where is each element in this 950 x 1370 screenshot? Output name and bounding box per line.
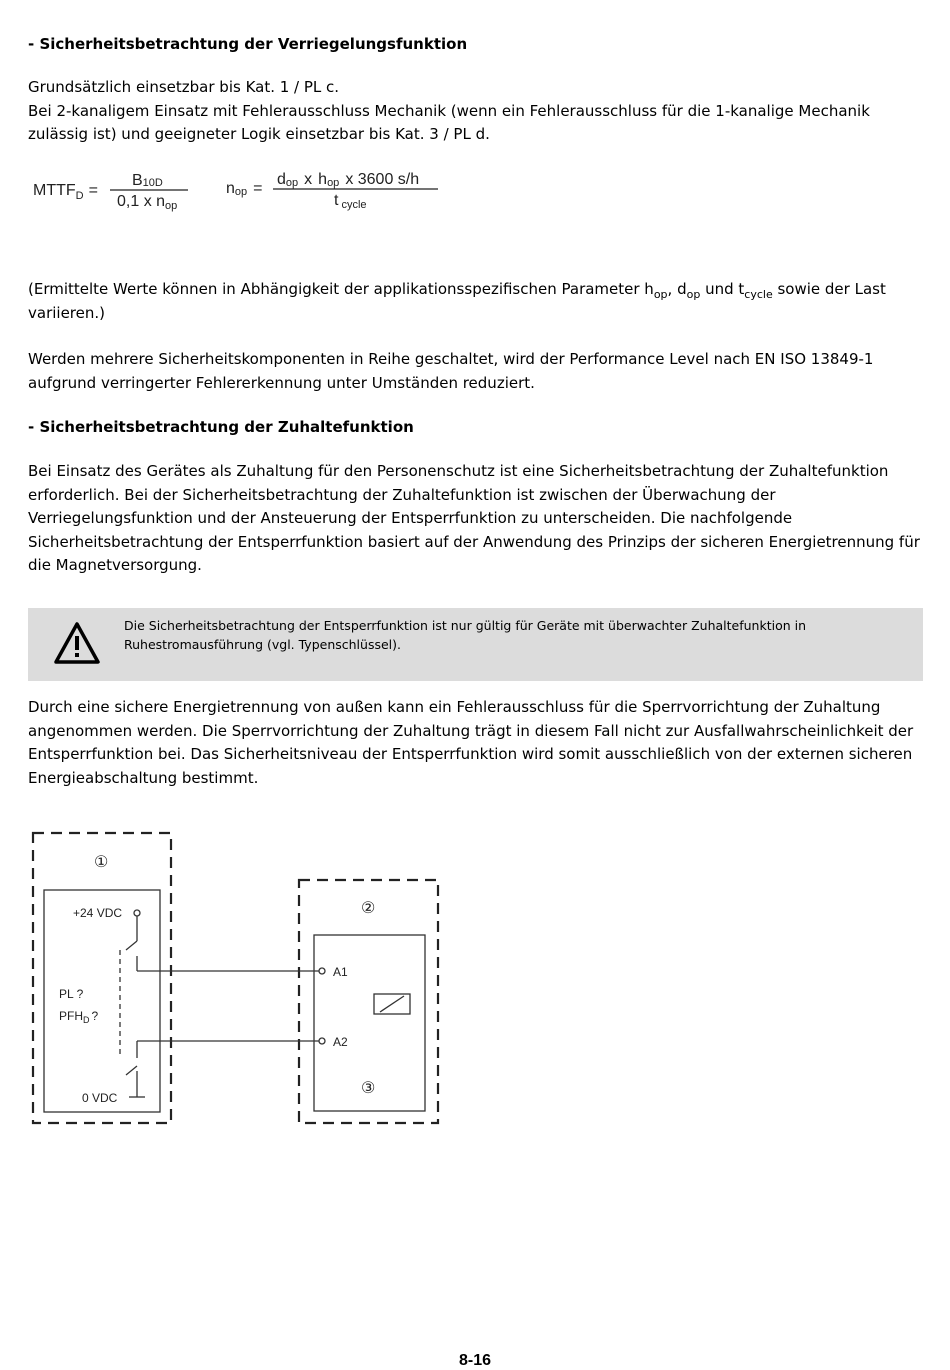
nop-denominator: t cycle — [334, 192, 367, 211]
terminal-a1 — [319, 968, 325, 974]
warning-text: Die Sicherheitsbetrachtung der Entsperrfunktion ist nur gültig für Geräte mit überwachter Zuhaltefunktion in Ruhestromausführung (vgl. Typenschlüssel). — [124, 618, 807, 652]
label-a1: A1 — [333, 965, 348, 979]
label-pfhd: $PFH_D$ ? — [59, 1009, 99, 1025]
text-line-kat1: Grundsätzlich einsetzbar bis Kat. 1 / PL c. — [28, 78, 340, 96]
mttf-numerator: B10D — [132, 172, 163, 189]
section-heading-zuhaltung: - Sicherheitsbetrachtung der Zuhaltefunktion — [28, 418, 414, 436]
nop-numerator: dop x hop x 3600 s/h — [277, 171, 420, 189]
text-zuhaltefunktion: Bei Einsatz des Gerätes als Zuhaltung für den Personenschutz ist eine Sicherheitsbetrachtung der Zuhaltefunktion erforderlich. Bei der Sicherheitsbetrachtung der Zuhaltefunktion ist zwischen der Überwachung der Verriegelungsfunktion und der Ansteuerung der Entsperrfunktion zu unterscheiden. Die nachfolgende Sicherheitsbetrachtung der Entsperrfunktion basiert auf der Anwendung des Prinzips der sicheren Energietrennung für die Magnetversorgung. — [28, 462, 920, 574]
label-24vdc: +24 VDC — [73, 906, 123, 920]
supply-terminal — [134, 910, 140, 916]
text-series-connection: Werden mehrere Sicherheitskomponenten in Reihe geschaltet, wird der Performance Level nach EN ISO 13849-1 aufgrund verringerter Fehlererkennung unter Umständen reduziert. — [28, 350, 874, 392]
nop-lhs: nop = — [226, 180, 263, 198]
warning-triangle-icon — [52, 620, 102, 666]
label-3: ③ — [361, 1080, 376, 1097]
page-number: 8-16 — [458, 1352, 492, 1369]
text-energy-separation: Durch eine sichere Energietrennung von außen kann ein Fehlerausschluss für die Sperrvorrichtung der Zuhaltung angenommen werden. Die Sperrvorrichtung der Zuhaltung trägt in diesem Fall nicht zur Ausfallwahrscheinlichkeit der Entsperrfunktion bei. Das Sicherheitsniveau der Entsperrfunktion wird somit ausschließlich von der externen sicheren Energieabschaltung bestimmt. — [28, 698, 914, 787]
label-a2: A2 — [333, 1035, 348, 1049]
mttf-lhs: $MTTF_D$ = — [33, 182, 98, 202]
wiring-diagram — [28, 826, 448, 1131]
label-2: ② — [361, 900, 376, 917]
text-two-channel: Bei 2-kanaligem Einsatz mit Fehlerausschluss Mechanik (wenn ein Fehlerausschluss für die 1-kanalige Mechanik zulässig ist) und geeigneter Logik einsetzbar bis Kat. 3 / PL d. — [28, 101, 870, 143]
control-unit-dashed-frame — [33, 833, 171, 1123]
label-1: ① — [94, 854, 109, 871]
terminal-a2 — [319, 1038, 325, 1044]
mttf-formula — [28, 160, 458, 220]
note-parameters: (Ermittelte Werte können in Abhängigkeit der applikationsspezifischen Parameter $h_{op}$, $d_{op}$ und $t_{cycle}$ sowie der Last variieren.) — [28, 280, 886, 322]
mttf-denominator: 0,1 x nop — [117, 193, 178, 212]
label-0vdc: 0 VDC — [82, 1091, 118, 1105]
warning-box — [28, 608, 923, 681]
label-pl: PL ? — [59, 987, 84, 1001]
control-unit-box — [44, 890, 160, 1112]
section-heading-verriegelung: - Sicherheitsbetrachtung der Verriegelungsfunktion — [28, 35, 468, 53]
